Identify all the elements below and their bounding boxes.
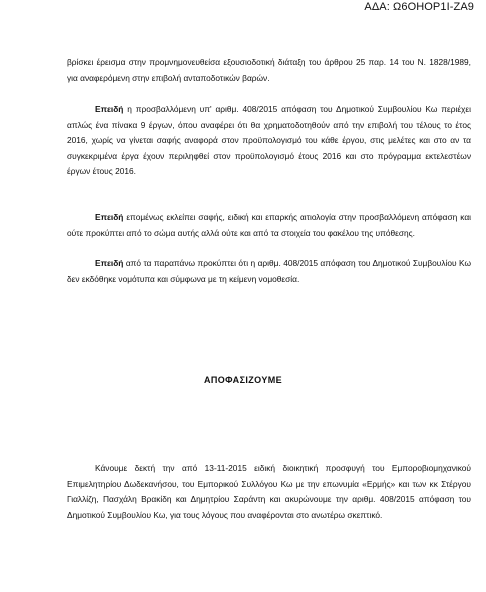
decision-paragraph xyxy=(67,461,471,523)
decision-heading: ΑΠΟΦΑΣΙΖΟΥΜΕ xyxy=(203,375,283,385)
paragraph-epeidi-1 xyxy=(67,102,471,180)
paragraph-text: επομένως εκλείπει σαφής, ειδική και επαρκής αιτιολογία στην προσβαλλόμενη απόφαση και ούτε προκύπτει από το σώμα αυτής αλλά ούτε και από τα στοιχεία του φακέλου της υπόθεσης. xyxy=(67,212,471,238)
paragraph-lead: Επειδή xyxy=(95,212,124,222)
paragraph-epeidi-2 xyxy=(67,210,471,241)
paragraph-lead: Επειδή xyxy=(95,258,124,268)
paragraph-text: από τα παραπάνω προκύπτει ότι η αριθμ. 408/2015 απόφαση του Δημοτικού Συμβουλίου Κω δεν εκδόθηκε νομότυπα και σύμφωνα με τη κείμενη νομοθεσία. xyxy=(67,258,471,284)
paragraph-lead: Επειδή xyxy=(95,104,124,114)
paragraph-text: η προσβαλλόμενη υπ' αριθμ. 408/2015 απόφαση του Δημοτικού Συμβουλίου Κω περιέχει απλώς ένα πίνακα 9 έργων, όπου αναφέρει ότι θα χρηματοδοτηθούν από την επιβολή του τέλους το έτος 2016, χωρίς να γίνεται σαφής αναφορά στον προϋπολογισμό του κάθε έργου, στις μελέτες και στο αν τα συγκεκριμένα έργα έχουν περιληφθεί στον προϋπολογισμό έτους 2016 και στο πρόγραμμα εκτελεστέων έργων έτους 2016. xyxy=(67,104,471,177)
ada-identifier: ΑΔΑ: Ω6ΟΗΟΡ1Ι-ΖΑ9 xyxy=(364,1,474,13)
paragraph-epeidi-3 xyxy=(67,256,471,287)
decision-text: Κάνουμε δεκτή την από 13-11-2015 ειδική διοικητική προσφυγή του Εμποροβιομηχανικού Επιμελητηρίου Δωδεκανήσου, του Εμπορικού Συλλόγου Κω με την επωνυμία «Ερμής» και των κκ Στέργου Γιαλλίζη, Πασχάλη Βρακίδη και Δημητρίου Σαράντη και ακυρώνουμε την αριθμ. 408/2015 απόφαση του Δημοτικού Συμβουλίου Κω, για τους λόγους που αναφέρονται στο ανωτέρω σκεπτικό. xyxy=(67,463,471,520)
paragraph-continuation xyxy=(67,55,471,86)
paragraph-text: βρίσκει έρεισμα στην προμνημονευθείσα εξουσιοδοτική διάταξη του άρθρου 25 παρ. 14 του Ν. 1828/1989, για αναφερόμενη στην επιβολή ανταποδοτικών βαρών. xyxy=(67,57,471,83)
